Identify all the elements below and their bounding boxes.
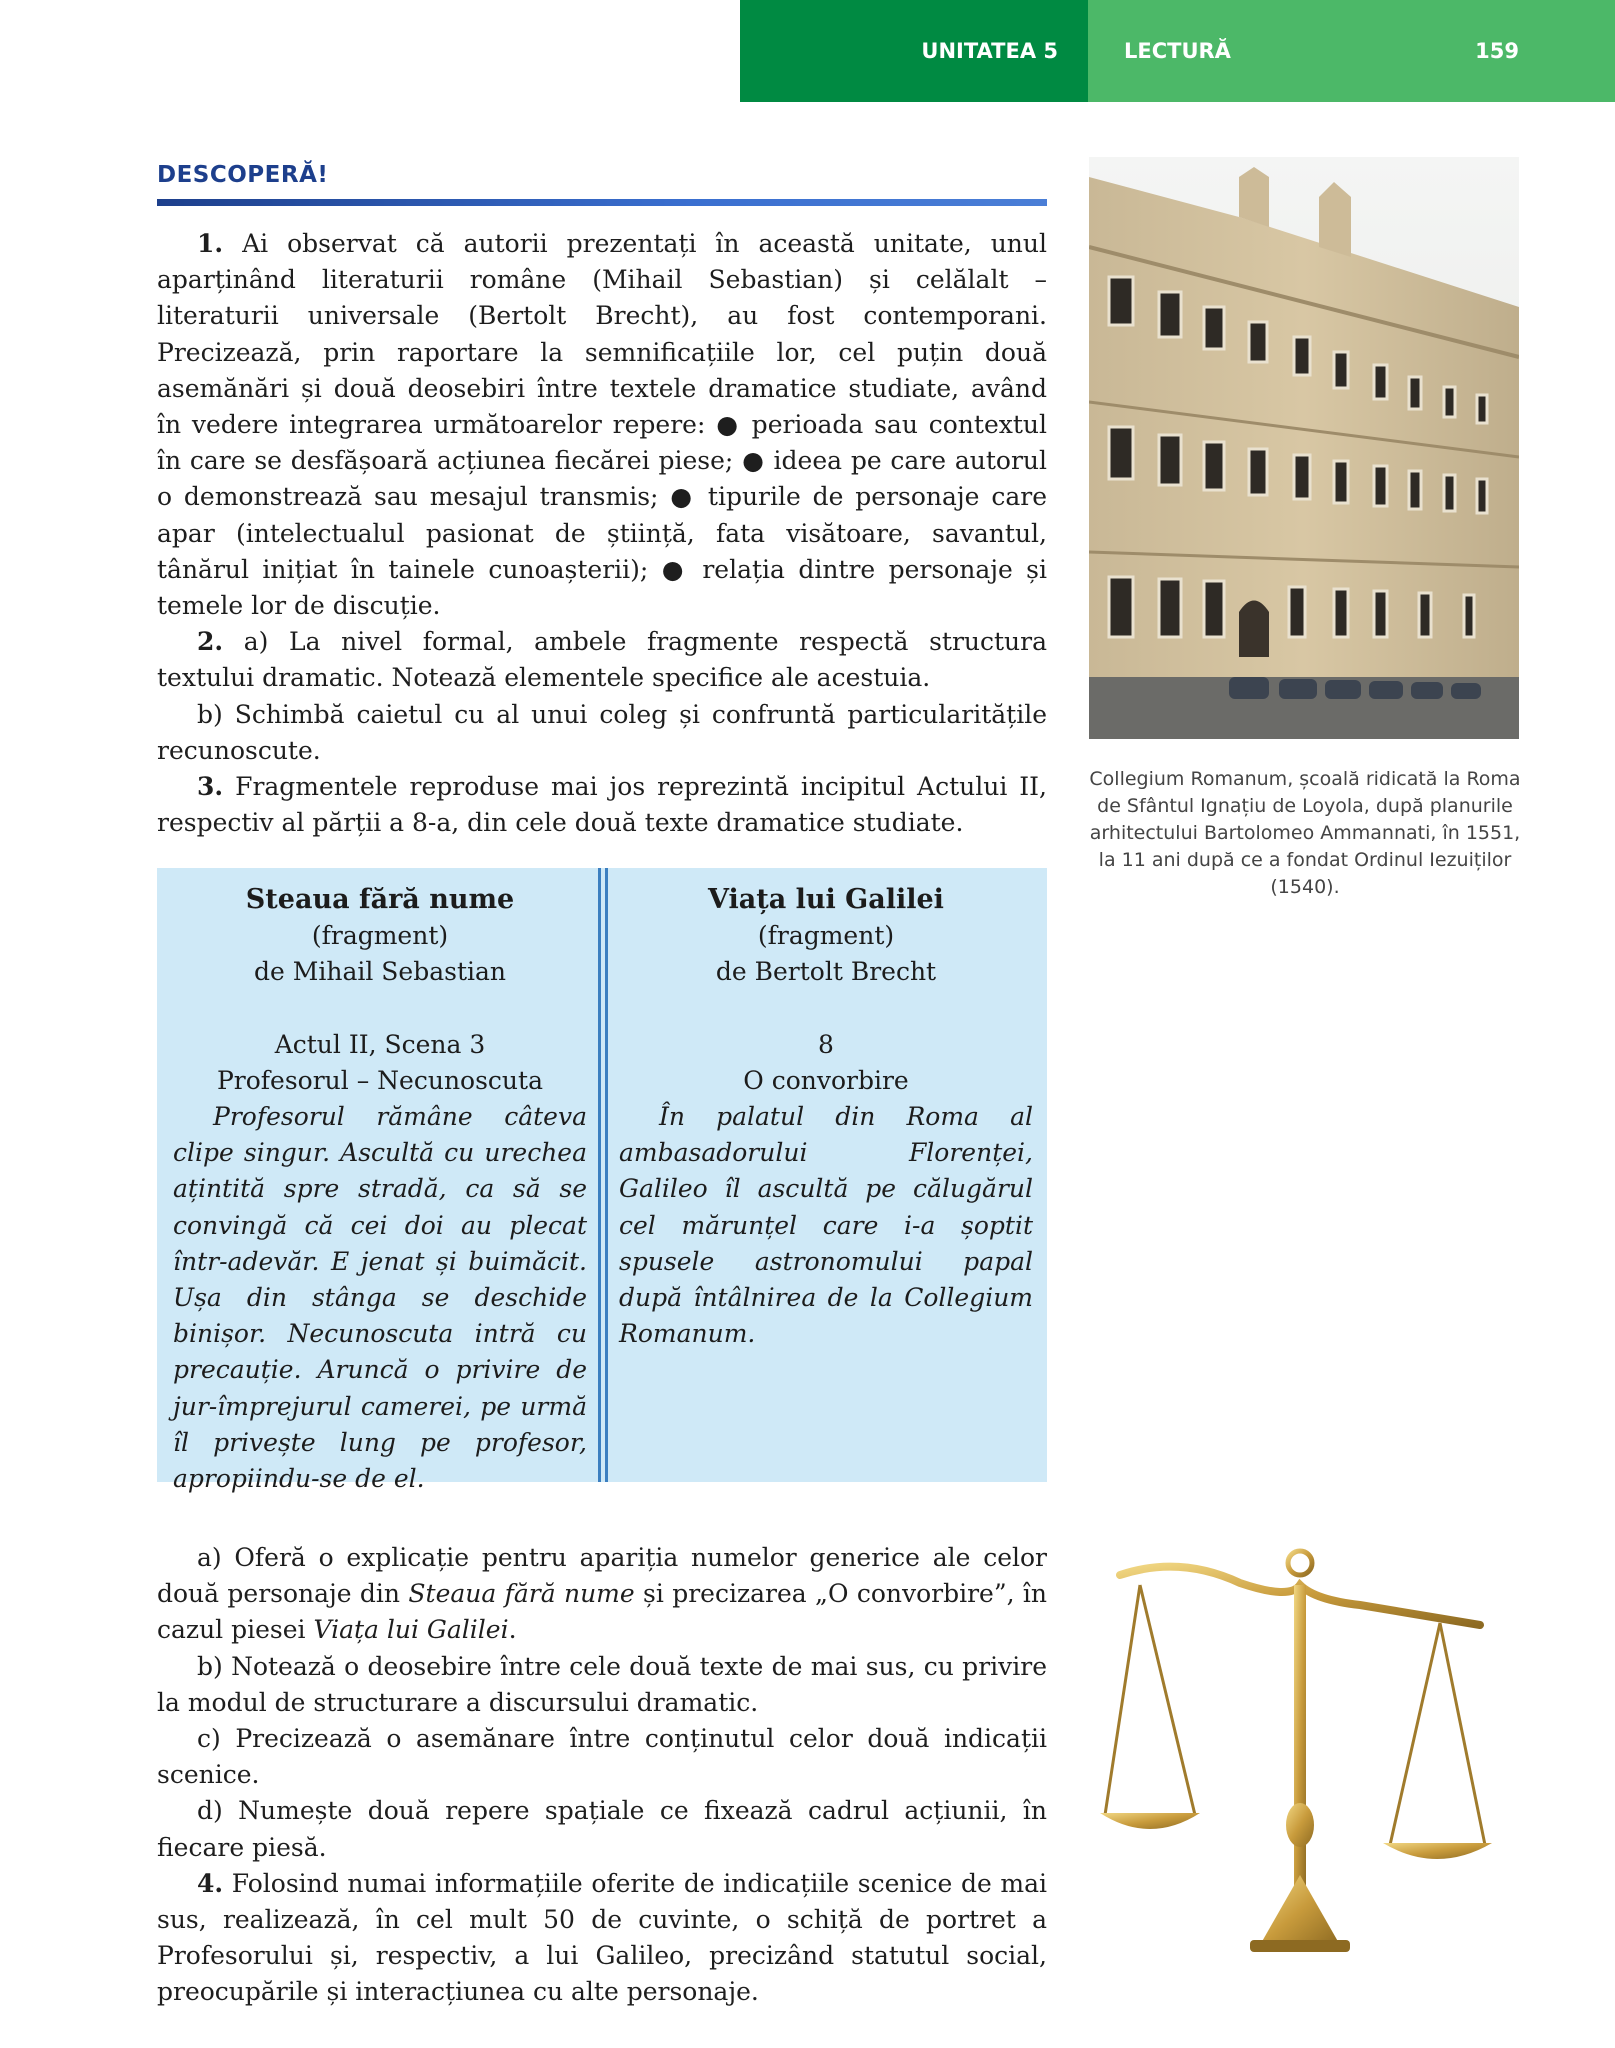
fragment-title: Viața lui Galilei (708, 884, 944, 915)
fragments-box (157, 868, 1047, 1494)
page-number: 159 (1475, 39, 1519, 63)
fragment-right (619, 882, 1033, 1352)
exercise-3: 3. Fragmentele reproduse mai jos reprezintă incipitul Actului II, respectiv al părții a 8-a, din cele două texte dramatice studiate. (157, 772, 1047, 838)
header-section (1088, 0, 1615, 102)
header-unit (740, 0, 1088, 102)
balance-scale-icon (1100, 1545, 1500, 1965)
fragment-sub: (fragment) (311, 921, 449, 951)
exercise-2b: b) Schimbă caietul cu al unui coleg și confruntă particularitățile recunoscute. (157, 699, 1047, 765)
section-rule (157, 199, 1047, 206)
question-c: c) Precizează o asemănare între conținutul celor două indicații scenice. (157, 1724, 1047, 1790)
exercise-1: 1. Ai observat că autorii prezentați în această unitate, unul aparținând literaturii române (Mihail Sebastian) și celălalt – literaturii universale (Bertolt Brecht), au fost contemporani. Precizează, prin raportare la semnificațiile lor, cel puțin două asemănări și două deosebiri între textele dramatice studiate, având în vedere integrarea următoarelor repere: ● perioada sau contextul în care se desfășoară acțiunea fiecărei piese; ● ideea pe care autorul o demonstrează sau mesajul transmis; ● tipurile de personaje care apar (intelectualul pasionat de știință, fata visătoare, savantul, tânărul inițiat în tainele cunoașterii); ● relația dintre personaje și temele lor de discuție. (157, 229, 1047, 621)
section-label: LECTURĂ (1124, 39, 1231, 63)
fragment-author: de Mihail Sebastian (254, 957, 506, 987)
stage-direction: Profesorul rămâne câteva clipe singur. Ascultă cu urechea ațintită spre stradă, ca să se convingă că cei doi au plecat într-adevăr. E jenat și buimăcit. Ușa din stânga se deschide binișor. Necunoscuta intră cu precauție. Aruncă o privire de jur-împrejurul camerei, pe urmă îl privește lung pe profesor, apropiindu-se de el. (173, 1102, 587, 1494)
question-a: a) Oferă o explicație pentru apariția numelor generice ale celor două personaje din Steaua fără nume și precizarea „O convorbire”, în cazul piesei Viața lui Galilei. (157, 1543, 1048, 1645)
collegium-romanum-photo (1089, 157, 1519, 739)
unit-label: UNITATEA 5 (921, 39, 1058, 63)
section-title: DESCOPERĂ! (157, 162, 329, 188)
fragment-characters: O convorbire (743, 1065, 909, 1095)
fragment-act: Actul II, Scena 3 (274, 1029, 486, 1059)
exercise-2a: 2. a) La nivel formal, ambele fragmente respectă structura textului dramatic. Notează elementele specifice ale acestuia. (157, 627, 1048, 693)
photo-caption: Collegium Romanum, școală ridicată la Roma de Sfântul Ignațiu de Loyola, după planurile arhitectului Bartolomeo Ammannati, în 1551, la 11 ani după ce a fondat Ordinul Iezuiților (1540). (1089, 768, 1521, 898)
exercises-top (157, 226, 1047, 841)
fragment-act: 8 (818, 1029, 834, 1059)
fragment-author: de Bertolt Brecht (715, 957, 937, 987)
stage-direction: În palatul din Roma al ambasadorului Florenței, Galileo îl ascultă pe călugărul cel mărunțel care i-a șoptit spusele astronomului papal după întâlnirea de la Collegium Romanum. (619, 1102, 1033, 1349)
fragment-sub: (fragment) (757, 921, 895, 951)
column-divider (598, 868, 608, 1482)
question-b: b) Notează o deosebire între cele două texte de mai sus, cu privire la modul de structurare a discursului dramatic. (157, 1651, 1047, 1717)
exercises-bottom (157, 1540, 1047, 2011)
exercise-4: 4. Folosind numai informațiile oferite de indicațiile scenice de mai sus, realizează, în cel mult 50 de cuvinte, o schiță de portret a Profesorului și, respectiv, a lui Galileo, precizând statutul social, preocupările și interacțiunea cu alte personaje. (157, 1868, 1047, 2007)
fragment-characters: Profesorul – Necunoscuta (216, 1065, 543, 1095)
fragment-left (173, 882, 587, 1497)
question-d: d) Numește două repere spațiale ce fixează cadrul acțiunii, în fiecare piesă. (157, 1796, 1047, 1862)
fragment-title: Steaua fără nume (245, 884, 515, 915)
